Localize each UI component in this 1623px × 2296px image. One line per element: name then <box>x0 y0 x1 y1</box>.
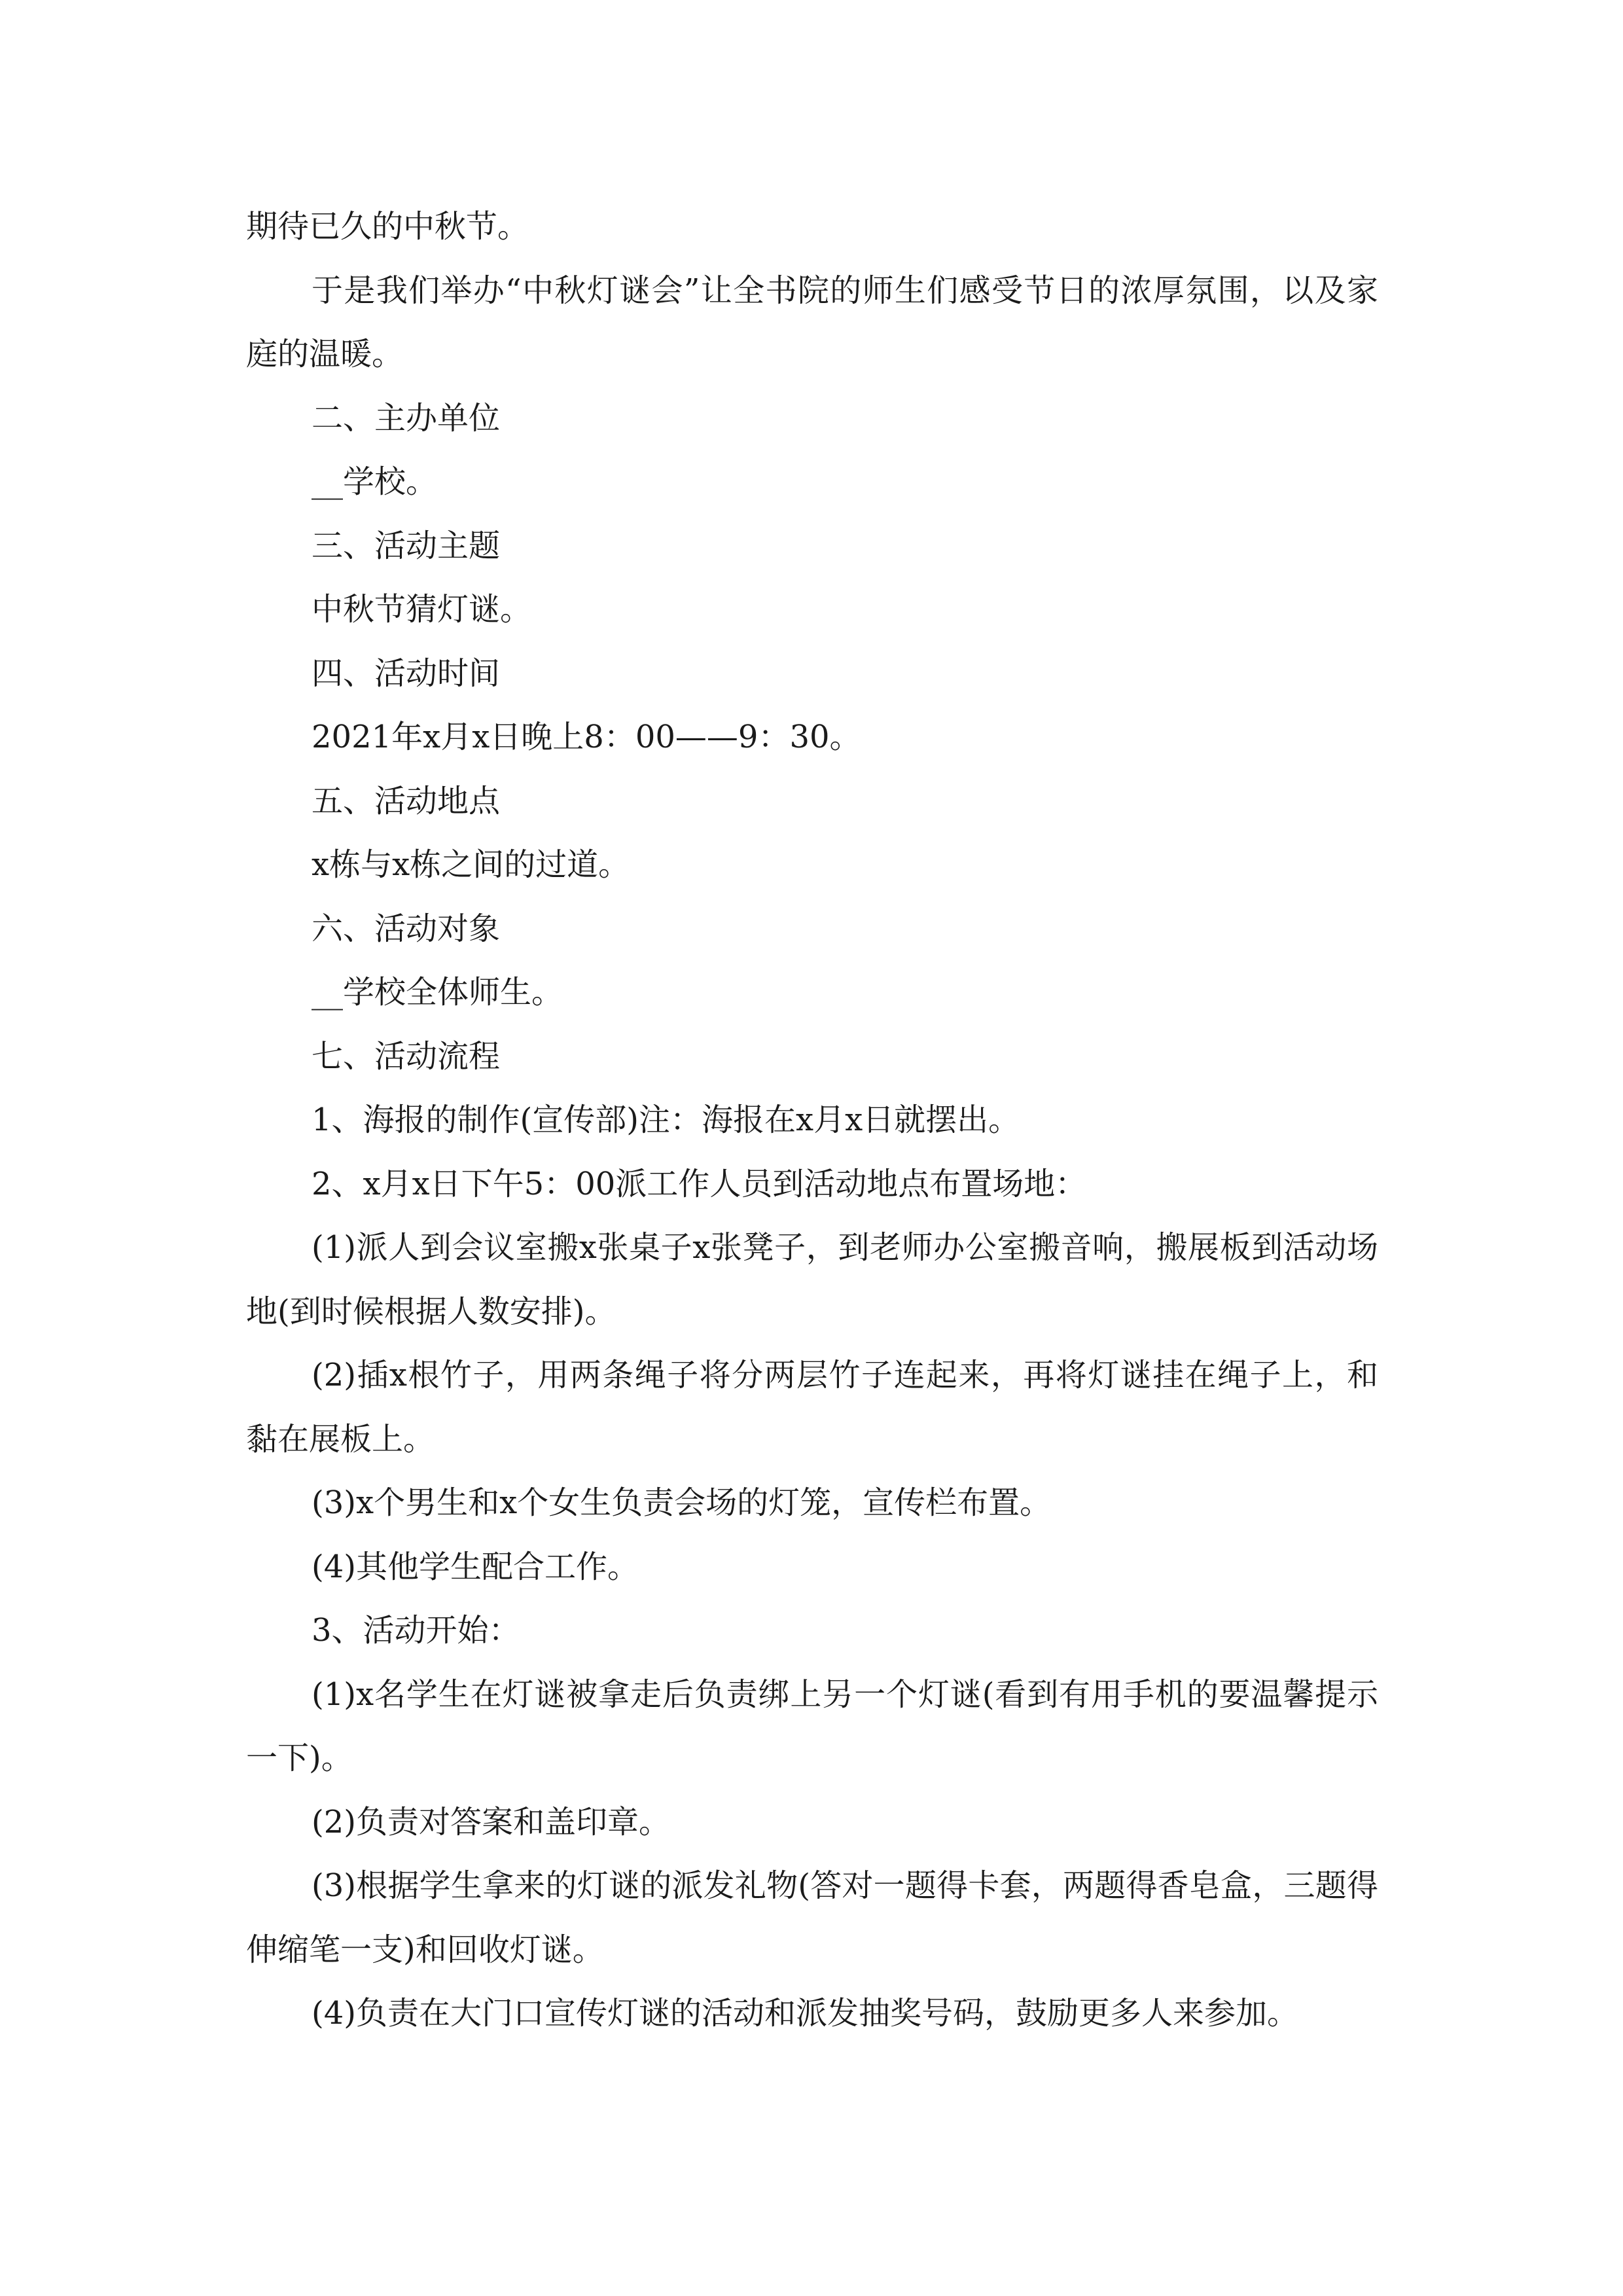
heading-time: 四、活动时间 <box>312 655 501 692</box>
paragraph-step-2-item-4: (4)其他学生配合工作。 <box>312 1548 639 1585</box>
heading-location: 五、活动地点 <box>312 782 501 819</box>
paragraph-step-3-item-2: (2)负责对答案和盖印章。 <box>312 1803 670 1840</box>
paragraph-step-2-item-2: (2)插x根竹子，用两条绳子将分两层竹子连起来，再将灯谜挂在绳子上，和黏在展板上。 <box>246 1357 1378 1458</box>
paragraph-step-2-item-3: (3)x个男生和x个女生负责会场的灯笼，宣传栏布置。 <box>312 1484 1052 1521</box>
heading-audience: 六、活动对象 <box>312 910 501 947</box>
heading-process: 七、活动流程 <box>312 1037 501 1075</box>
paragraph-purpose: 于是我们举办“中秋灯谜会”让全书院的师生们感受节日的浓厚氛围，以及家庭的温暖。 <box>246 272 1378 372</box>
heading-organizer: 二、主办单位 <box>312 399 501 437</box>
heading-theme: 三、活动主题 <box>312 527 501 564</box>
paragraph-organizer: __学校。 <box>312 463 438 500</box>
paragraph-process-step-2: 2、x月x日下午5：00派工作人员到活动地点布置场地： <box>312 1165 1087 1202</box>
paragraph-time: 2021年x月x日晚上8：00——9：30。 <box>312 719 861 755</box>
paragraph-step-2-item-1: (1)派人到会议室搬x张桌子x张凳子，到老师办公室搬音响，搬展板到活动场地(到时候根据人数安排)。 <box>246 1229 1378 1330</box>
paragraph-step-3-item-4: (4)负责在大门口宣传灯谜的活动和派发抽奖号码，鼓励更多人来参加。 <box>312 1995 1298 2032</box>
paragraph-location: x栋与x栋之间的过道。 <box>312 846 630 883</box>
paragraph-step-3-item-3: (3)根据学生拿来的灯谜的派发礼物(答对一题得卡套，两题得香皂盒，三题得伸缩笔一支)和回收灯谜。 <box>246 1867 1378 1968</box>
paragraph-step-3-item-1: (1)x名学生在灯谜被拿走后负责绑上另一个灯谜(看到有用手机的要温馨提示一下)。 <box>246 1676 1378 1776</box>
paragraph-process-step-3: 3、活动开始： <box>312 1612 520 1649</box>
paragraph-process-step-1: 1、海报的制作(宣传部)注：海报在x月x日就摆出。 <box>312 1102 1020 1138</box>
paragraph-theme: 中秋节猜灯谜。 <box>312 591 532 628</box>
paragraph-intro-end: 期待已久的中秋节。 <box>246 208 529 245</box>
document-body <box>246 195 1378 2046</box>
paragraph-audience: __学校全体师生。 <box>312 974 563 1011</box>
